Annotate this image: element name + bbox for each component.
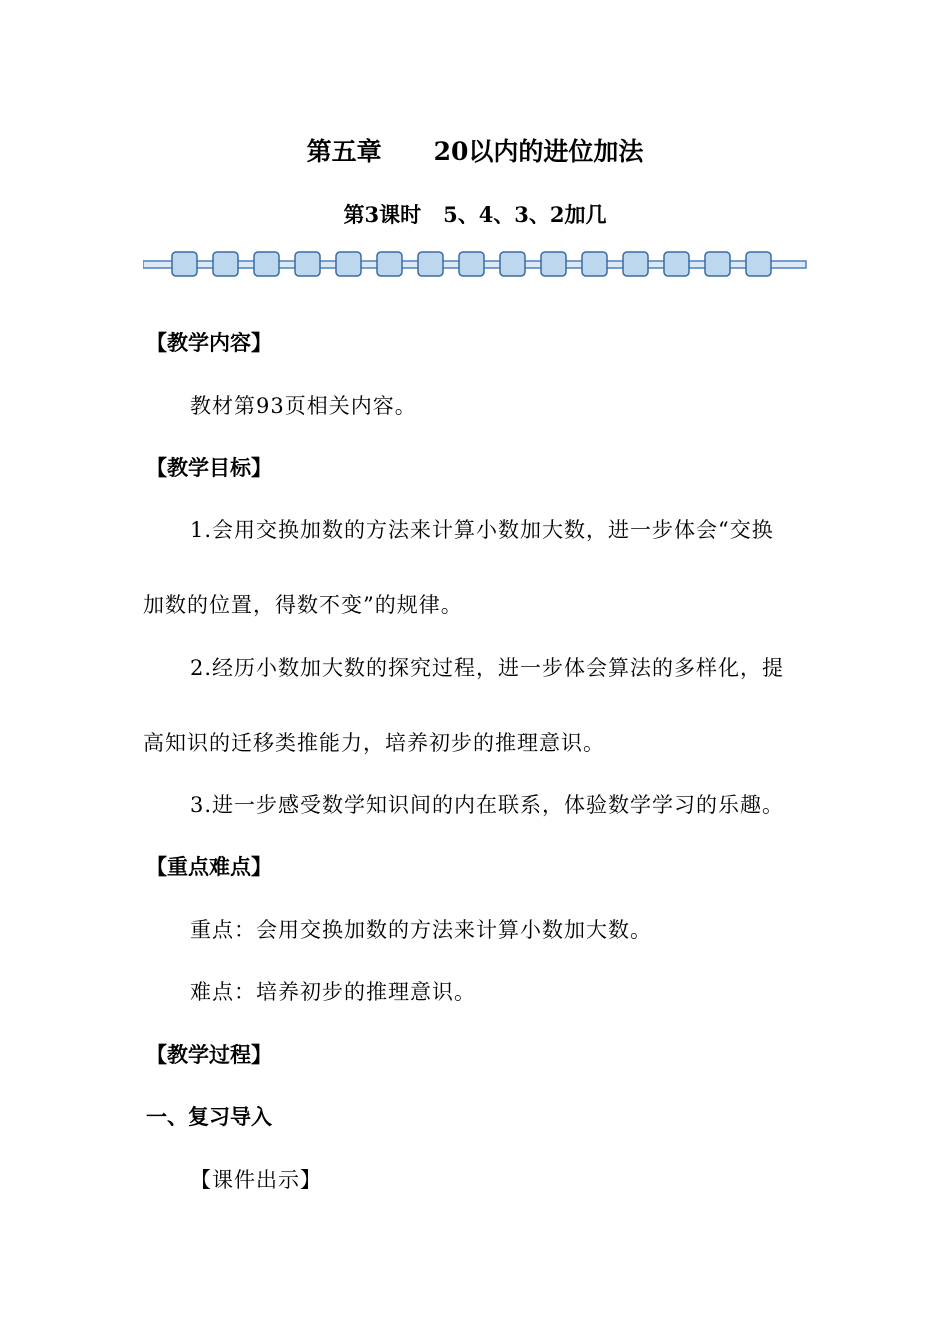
goal-2-line-2: 高知识的迁移类推能力，培养初步的推理意识。 [143,731,605,755]
divider-beads [172,252,771,276]
content-text: 教材第93页相关内容。 [190,394,417,418]
divider-bead [541,252,566,276]
divider-bead [418,252,443,276]
section-heading-key-points: 【重点难点】 [146,855,272,879]
lesson-title [0,199,950,229]
goal-3: 3.进一步感受数学知识间的内在联系，体验数学学习的乐趣。 [190,793,785,817]
section-heading-process: 【教学过程】 [146,1043,272,1067]
goal-1-line-1: 1.会用交换加数的方法来计算小数加大数，进一步体会“交换 [190,518,774,542]
chapter-label: 第五章 [306,137,382,166]
chapter-title [0,132,950,168]
divider-bead [172,252,197,276]
divider-bead [213,252,238,276]
divider-bead [254,252,279,276]
section-heading-goals: 【教学目标】 [146,456,272,480]
divider-bead [664,252,689,276]
divider-bead [336,252,361,276]
divider-bead [623,252,648,276]
chapter-name: 20以内的进位加法 [433,137,644,166]
divider-bead [377,252,402,276]
step-1-heading: 一、复习导入 [146,1105,272,1129]
divider-bead [295,252,320,276]
bead-divider [143,248,809,282]
divider-bead [459,252,484,276]
goal-2-line-1: 2.经历小数加大数的探究过程，进一步体会算法的多样化，提 [190,656,785,680]
divider-bead [582,252,607,276]
lesson-label: 第3课时 [343,202,422,227]
key-point: 重点：会用交换加数的方法来计算小数加大数。 [190,918,652,942]
lesson-name: 5、4、3、2加几 [443,202,607,227]
difficult-point: 难点：培养初步的推理意识。 [190,980,476,1004]
divider-bead [500,252,525,276]
divider-bead [746,252,771,276]
divider-bead [705,252,730,276]
goal-1-line-2: 加数的位置，得数不变”的规律。 [143,593,463,617]
courseware-label: 【课件出示】 [190,1168,322,1192]
section-heading-content: 【教学内容】 [146,331,272,355]
